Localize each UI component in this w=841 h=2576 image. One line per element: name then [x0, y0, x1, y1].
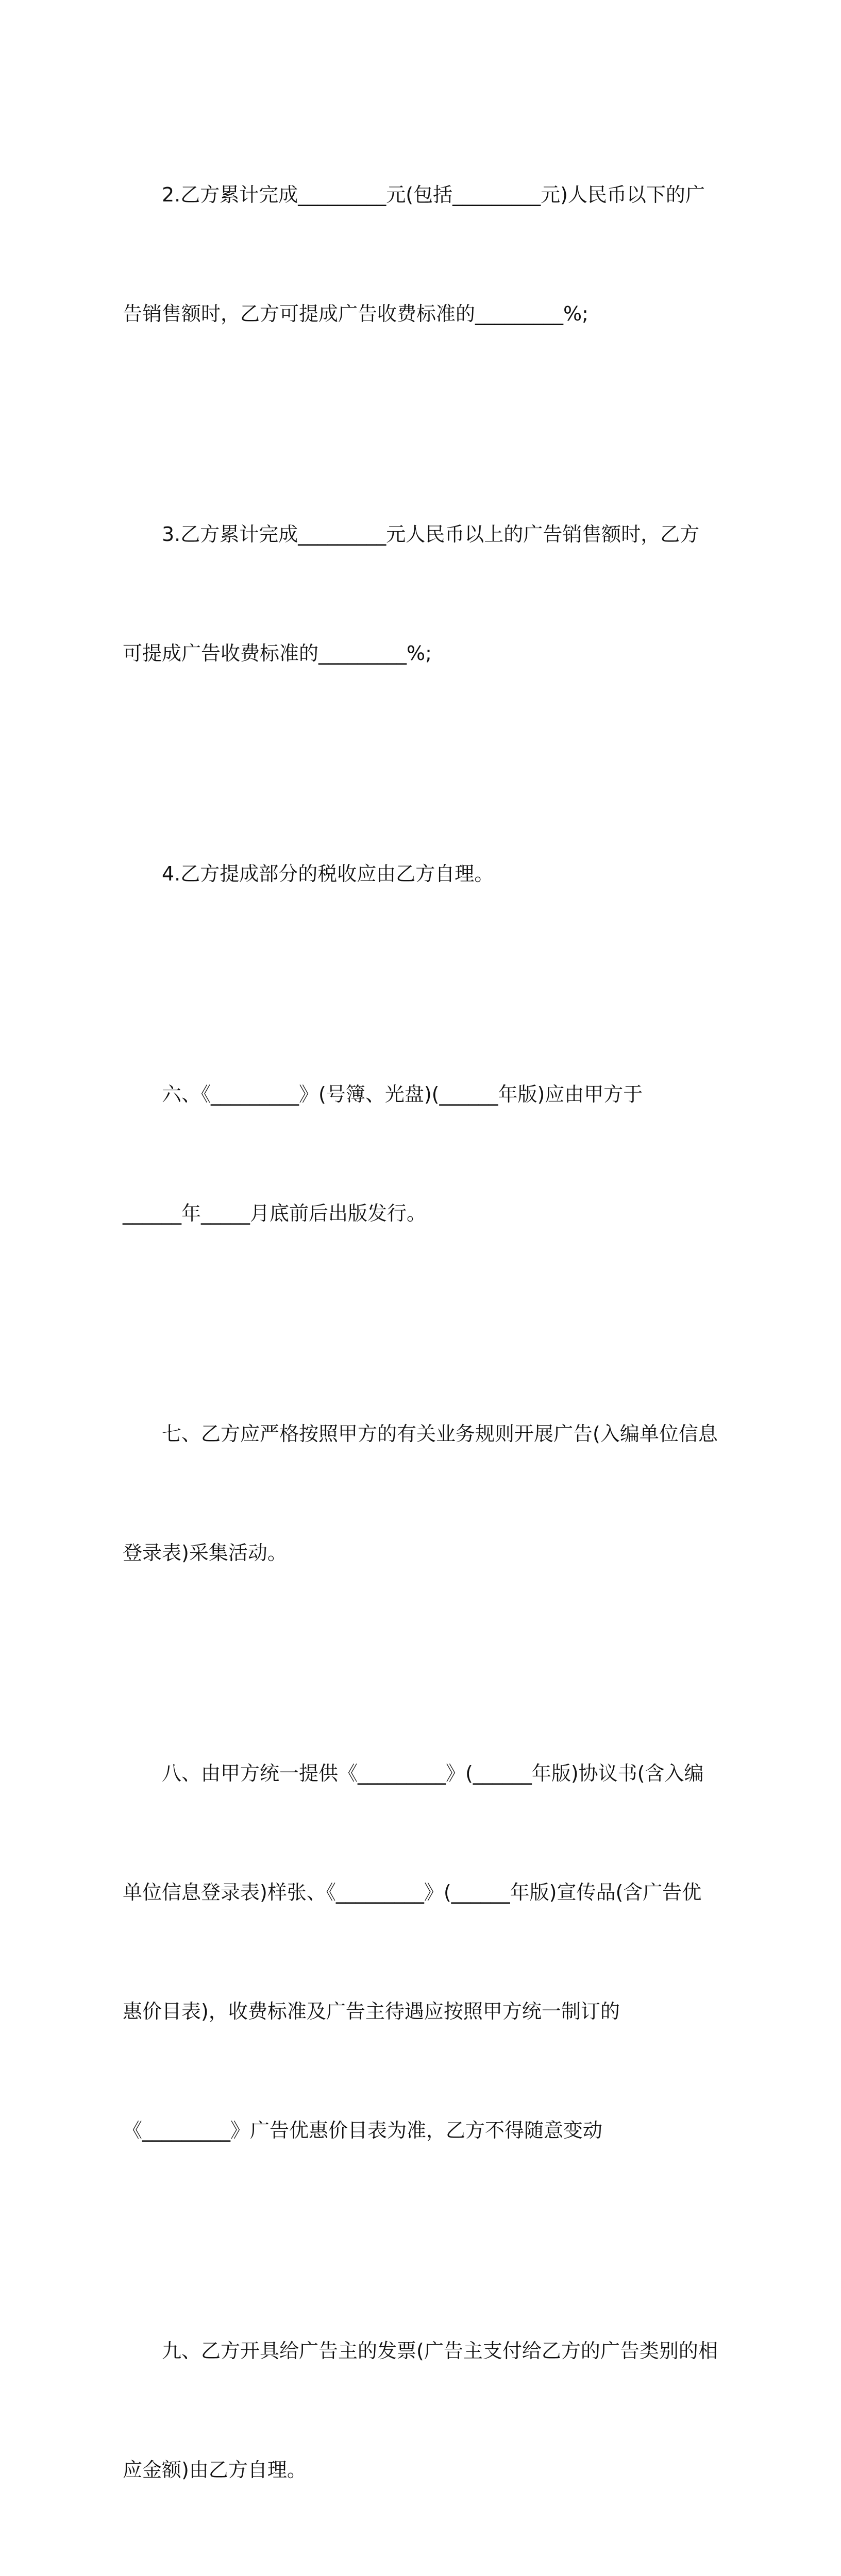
section-9 [123, 2252, 720, 2569]
section-6 [123, 995, 720, 1313]
clause-3-line-2: 可提成广告收费标准的_________%; [123, 642, 432, 665]
section-7 [123, 1335, 720, 1652]
clause-4-line-1: 4.乙方提成部分的税收应由乙方自理。 [162, 862, 494, 885]
clause-2-line-2: 告销售额时，乙方可提成广告收费标准的_________%; [123, 302, 588, 325]
clause-2 [123, 96, 720, 413]
clause-3-line-1: 3.乙方累计完成_________元人民币以上的广告销售额时，乙方 [162, 523, 700, 546]
clause-4 [123, 775, 720, 973]
section-8-line-2: 单位信息登录表)样张、《_________》(______年版)宣传品(含广告优 [123, 1881, 702, 1904]
section-7-line-1: 七、乙方应严格按照甲方的有关业务规则开展广告(入编单位信息 [162, 1422, 718, 1445]
section-8 [123, 1674, 720, 2230]
clause-2-line-1: 2.乙方累计完成_________元(包括_________元)人民币以下的广 [162, 183, 705, 206]
section-8-line-3: 惠价目表)，收费标准及广告主待遇应按照甲方统一制订的 [123, 2000, 620, 2023]
clause-3 [123, 435, 720, 753]
section-9-line-2: 应金额)由乙方自理。 [123, 2459, 307, 2481]
section-8-line-4: 《_________》广告优惠价目表为准，乙方不得随意变动 [123, 2119, 603, 2142]
section-8-line-1: 八、由甲方统一提供《_________》(______年版)协议书(含入编 [162, 1762, 704, 1785]
section-6-line-1: 六、《_________》(号簿、光盘)(______年版)应由甲方于 [162, 1083, 643, 1106]
section-9-line-1: 九、乙方开具给广告主的发票(广告主支付给乙方的广告类别的相 [162, 2340, 718, 2362]
document-body [123, 96, 720, 2576]
section-7-line-2: 登录表)采集活动。 [123, 1541, 287, 1564]
section-6-line-2: ______年_____月底前后出版发行。 [123, 1202, 427, 1225]
